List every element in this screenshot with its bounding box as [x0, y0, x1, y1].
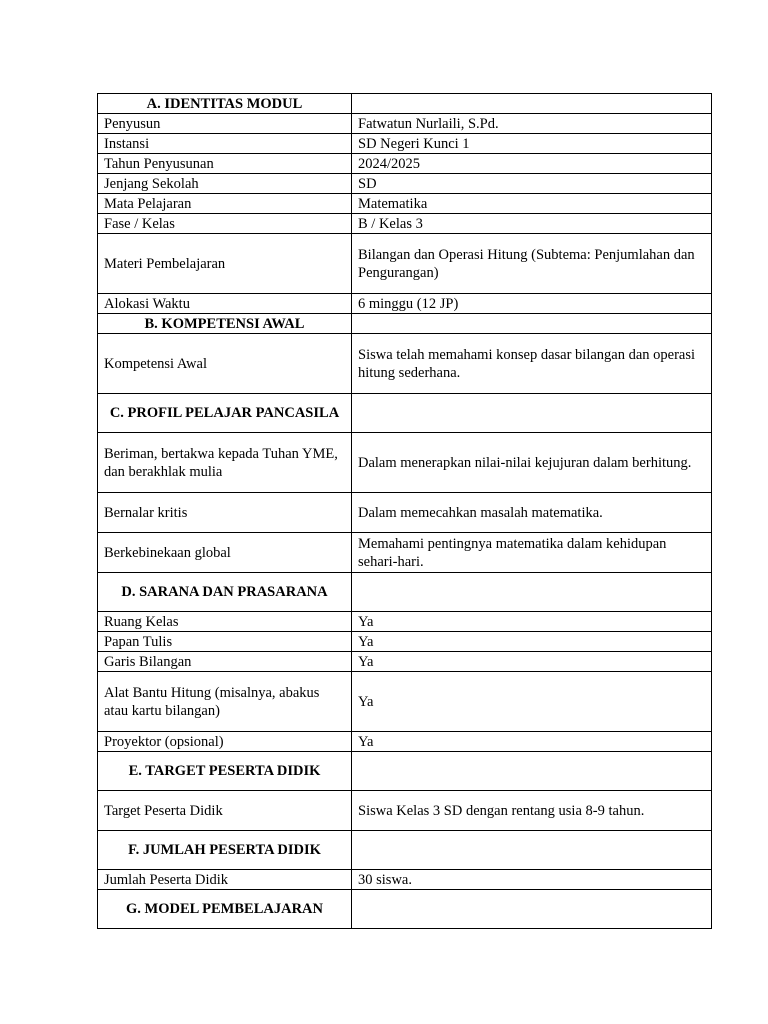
row-value: Siswa Kelas 3 SD dengan rentang usia 8-9 tahun. — [352, 791, 712, 831]
row-value: Ya — [352, 632, 712, 652]
row-label: Ruang Kelas — [98, 612, 352, 632]
table-row — [98, 791, 712, 831]
row-value: 6 minggu (12 JP) — [352, 294, 712, 314]
row-label: Fase / Kelas — [98, 214, 352, 234]
row-value: Bilangan dan Operasi Hitung (Subtema: Penjumlahan dan Pengurangan) — [352, 234, 712, 294]
section-title: A. IDENTITAS MODUL — [98, 94, 352, 114]
table-row — [98, 493, 712, 533]
table-row — [98, 114, 712, 134]
table-row — [98, 732, 712, 752]
row-label: Mata Pelajaran — [98, 194, 352, 214]
row-label: Proyektor (opsional) — [98, 732, 352, 752]
section-header-row — [98, 752, 712, 791]
table-row — [98, 294, 712, 314]
row-value — [352, 831, 712, 870]
row-label: Tahun Penyusunan — [98, 154, 352, 174]
row-value: B / Kelas 3 — [352, 214, 712, 234]
row-label: Penyusun — [98, 114, 352, 134]
row-value: SD — [352, 174, 712, 194]
row-label: Target Peserta Didik — [98, 791, 352, 831]
module-table-body — [98, 94, 712, 929]
row-value — [352, 394, 712, 433]
table-row — [98, 533, 712, 573]
row-label: Alat Bantu Hitung (misalnya, abakus atau kartu bilangan) — [98, 672, 352, 732]
table-row — [98, 433, 712, 493]
row-value: Ya — [352, 732, 712, 752]
section-header-row — [98, 890, 712, 929]
table-row — [98, 214, 712, 234]
section-title: F. JUMLAH PESERTA DIDIK — [98, 831, 352, 870]
table-row — [98, 672, 712, 732]
row-value: Memahami pentingnya matematika dalam kehidupan sehari-hari. — [352, 533, 712, 573]
row-value: 30 siswa. — [352, 870, 712, 890]
row-label: Berkebinekaan global — [98, 533, 352, 573]
row-label: Instansi — [98, 134, 352, 154]
table-row — [98, 334, 712, 394]
row-label: Alokasi Waktu — [98, 294, 352, 314]
row-label: Kompetensi Awal — [98, 334, 352, 394]
row-value: 2024/2025 — [352, 154, 712, 174]
row-value — [352, 752, 712, 791]
section-header-row — [98, 94, 712, 114]
row-label: Jumlah Peserta Didik — [98, 870, 352, 890]
table-row — [98, 174, 712, 194]
section-title: B. KOMPETENSI AWAL — [98, 314, 352, 334]
table-row — [98, 870, 712, 890]
row-value: Ya — [352, 652, 712, 672]
row-label: Jenjang Sekolah — [98, 174, 352, 194]
row-value: Fatwatun Nurlaili, S.Pd. — [352, 114, 712, 134]
row-value — [352, 94, 712, 114]
row-label: Papan Tulis — [98, 632, 352, 652]
row-label: Beriman, bertakwa kepada Tuhan YME, dan berakhlak mulia — [98, 433, 352, 493]
row-value: Dalam menerapkan nilai-nilai kejujuran dalam berhitung. — [352, 433, 712, 493]
row-value: Dalam memecahkan masalah matematika. — [352, 493, 712, 533]
table-row — [98, 154, 712, 174]
row-label: Materi Pembelajaran — [98, 234, 352, 294]
row-value: Ya — [352, 672, 712, 732]
section-header-row — [98, 314, 712, 334]
table-row — [98, 134, 712, 154]
row-value — [352, 890, 712, 929]
row-value: SD Negeri Kunci 1 — [352, 134, 712, 154]
section-header-row — [98, 573, 712, 612]
section-header-row — [98, 831, 712, 870]
row-value: Matematika — [352, 194, 712, 214]
section-title: C. PROFIL PELAJAR PANCASILA — [98, 394, 352, 433]
row-value: Ya — [352, 612, 712, 632]
row-value: Siswa telah memahami konsep dasar bilangan dan operasi hitung sederhana. — [352, 334, 712, 394]
section-header-row — [98, 394, 712, 433]
row-label: Bernalar kritis — [98, 493, 352, 533]
section-title: D. SARANA DAN PRASARANA — [98, 573, 352, 612]
table-row — [98, 652, 712, 672]
row-value — [352, 314, 712, 334]
row-value — [352, 573, 712, 612]
table-row — [98, 194, 712, 214]
table-row — [98, 612, 712, 632]
section-title: G. MODEL PEMBELAJARAN — [98, 890, 352, 929]
table-row — [98, 632, 712, 652]
row-label: Garis Bilangan — [98, 652, 352, 672]
table-row — [98, 234, 712, 294]
module-table — [97, 93, 712, 929]
section-title: E. TARGET PESERTA DIDIK — [98, 752, 352, 791]
